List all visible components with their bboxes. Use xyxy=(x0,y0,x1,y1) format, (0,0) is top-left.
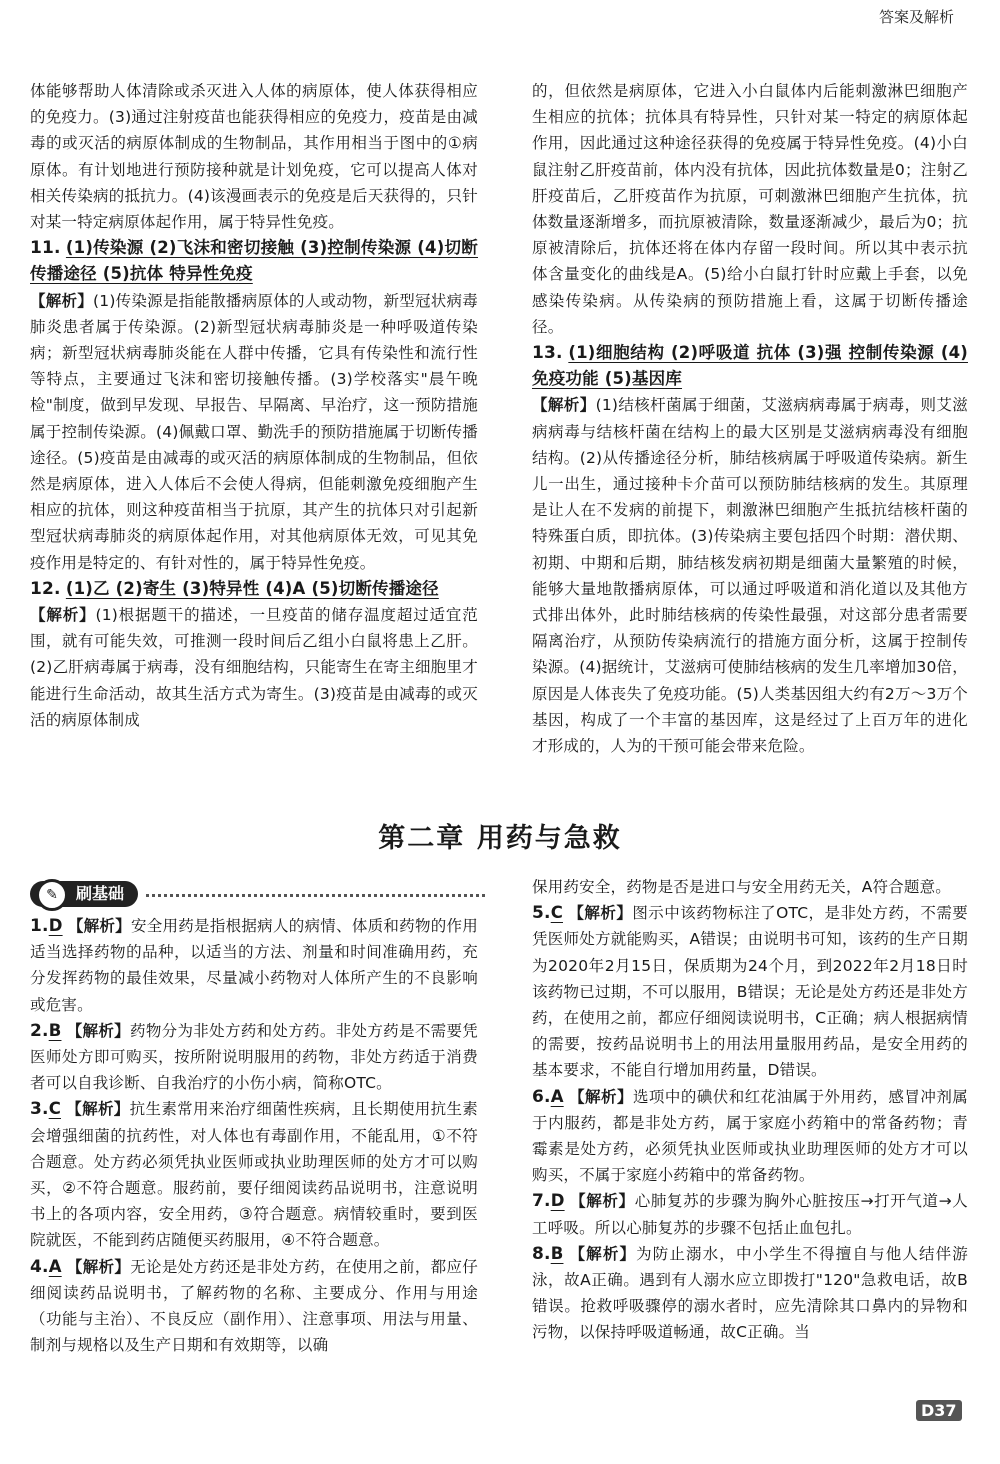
question-5-number: 5. xyxy=(532,903,551,924)
question-8-tag: 【解析】 xyxy=(569,1244,637,1263)
question-11-analysis xyxy=(30,288,478,576)
question-2-tag: 【解析】 xyxy=(66,1021,131,1040)
chapter-title: 第二章 用药与急救 xyxy=(378,823,622,854)
question-8-text: 为防止溺水，中小学生不得擅自与他人结伴游泳，故A正确。遇到有人溺水应立即拨打"120"急救电话，故B错误。抢救呼吸骤停的溺水者时，应先清除其口鼻内的异物和污物，以保持呼吸道畅通，故C正确。当 xyxy=(532,1244,968,1342)
right-column-top xyxy=(532,78,968,759)
question-3-number: 3. xyxy=(30,1099,49,1120)
question-6-number: 6. xyxy=(532,1086,551,1107)
question-12 xyxy=(30,576,478,602)
question-11-answer: (1)传染源 (2)飞沫和密切接触 (3)控制传染源 (4)切断传播途径 (5)抗体 特异性免疫 xyxy=(30,238,478,284)
question-1-text: 安全用药是指根据病人的病情、体质和药物的作用适当选择药物的品种，以适当的方法、剂量和时间准确用药，充分发挥药物的最佳效果，尽量减小药物对人体所产生的不良影响或危害。 xyxy=(30,917,478,1014)
question-11-text: (1)传染源是指能散播病原体的人或动物，新型冠状病毒肺炎患者属于传染源。(2)新型冠状病毒肺炎是一种呼吸道传染病；新型冠状病毒肺炎能在人群中传播，它具有传染性和流行性等特点，主要通过飞沫和密切接触传播。(3)学校落实"晨午晚检"制度，做到早发现、早报告、早隔离、早治疗，这一预防措施属于控制传染源。(4)佩戴口罩、勤洗手的预防措施属于切断传播途径。(5)疫苗是由减毒的或灭活的病原体制成的生物制品，但依然是病原体，进入人体后不会使人得病，但能刺激免疫细胞产生相应的抗体，则这种疫苗相当于抗原，其产生的抗体只对引起新型冠状病毒肺炎的病原体起作用，对其他病原体无效，可见其免疫作用是特定的、有针对性的，属于特异性免疫。 xyxy=(30,291,478,572)
question-13 xyxy=(532,340,968,392)
question-5-answer: C xyxy=(550,903,563,923)
question-13-analysis xyxy=(532,392,968,759)
question-1-answer: D xyxy=(48,916,63,935)
question-4-number: 4. xyxy=(30,1256,49,1277)
left-column-bottom xyxy=(30,913,478,1358)
question-12-tag: 【解析】 xyxy=(30,606,96,625)
question-12-analysis xyxy=(30,602,478,733)
question-2-number: 2. xyxy=(30,1020,49,1041)
question-6-answer: A xyxy=(550,1086,564,1106)
dotted-divider xyxy=(146,894,485,897)
badge-pill xyxy=(30,881,138,907)
question-13-answer: (1)细胞结构 (2)呼吸道 抗体 (3)强 控制传染源 (4)免疫功能 (5)基因库 xyxy=(532,343,968,389)
question-3-answer: C xyxy=(48,1099,61,1119)
question-12-number: 12. xyxy=(30,578,61,599)
question-1-number: 1. xyxy=(30,916,49,936)
left-top-intro: 体能够帮助人体清除或杀灭进入人体的病原体，使人体获得相应的免疫力。(3)通过注射疫苗也能获得相应的免疫力，疫苗是由减毒的或灭活的病原体制成的生物制品，其作用相当于图中的①病原体。有计划地进行预防接种就是计划免疫，它可以提高人体对相关传染病的抵抗力。(4)该漫画表示的免疫是后天获得的，只针对某一特定病原体起作用，属于特异性免疫。 xyxy=(30,82,478,232)
question-11-number: 11. xyxy=(30,238,61,259)
question-3-tag: 【解析】 xyxy=(66,1100,130,1119)
question-12-text: (1)根据题干的描述，一旦疫苗的储存温度超过适宜范围，就有可能失效，可推测一段时间后乙组小白鼠将患上乙肝。(2)乙肝病毒属于病毒，没有细胞结构，只能寄生在寄主细胞里才能进行生命活动，故其生活方式为寄生。(3)疫苗是由减毒的或灭活的病原体制成 xyxy=(30,606,478,729)
question-3-text: 抗生素常用来治疗细菌性疾病，且长期使用抗生素会增强细菌的抗药性，对人体也有毒副作用，不能乱用，①不符合题意。处方药必须凭执业医师或执业助理医师的处方才可以购买，②不符合题意。服药前，要仔细阅读药品说明书，注意说明书上的各项内容，安全用药，③符合题意。病情较重时，要到医院就医，不能到药店随便买药服用，④不符合题意。 xyxy=(30,1100,478,1250)
right-column-bottom xyxy=(532,874,968,1346)
question-4-answer: A xyxy=(48,1256,62,1276)
question-7-answer: D xyxy=(550,1191,565,1211)
question-4-text: 无论是处方药还是非处方药，在使用之前，都应仔细阅读药品说明书，了解药物的名称、主要成分、作用与用途（功能与主治）、不良反应（副作用）、注意事项、用法与用量、制剂与规格以及生产日期和有效期等，以确 xyxy=(30,1257,478,1355)
question-2 xyxy=(30,1018,478,1097)
right-bottom-continuation: 保用药安全，药物是否是进口与安全用药无关，A符合题意。 xyxy=(532,878,952,896)
question-2-text: 药物分为非处方药和处方药。非处方药是不需要凭医师处方即可购买，按所附说明服用的药物，非处方药适于消费者可以自我诊断、自我治疗的小伤小病，简称OTC。 xyxy=(30,1021,478,1093)
question-5 xyxy=(532,900,968,1083)
question-6-tag: 【解析】 xyxy=(569,1087,633,1106)
question-8 xyxy=(532,1241,968,1346)
pencil-icon: ✎ xyxy=(36,879,68,911)
question-13-text: (1)结核杆菌属于细菌，艾滋病病毒属于病毒，则艾滋病病毒与结核杆菌在结构上的最大区别是艾滋病病毒没有细胞结构。(2)从传播途径分析，肺结核病属于呼吸道传染病。新生儿一出生，通过接种卡介苗可以预防肺结核病的发生。其原理是让人在不发病的前提下，刺激淋巴细胞产生抵抗结核杆菌的特殊蛋白质，即抗体。(3)传染病主要包括四个时期：潜伏期、初期、中期和后期，肺结核发病初期是细菌大量繁殖的时候，能够大量地散播病原体，可以通过呼吸道和消化道以及其他方式排出体外，此时肺结核病的传染性最强，对这部分患者需要隔离治疗，从预防传染病流行的措施方面分析，这属于控制传染源。(4)据统计，艾滋病可使肺结核病的发生几率增加30倍，原因是人体丧失了免疫功能。(5)人类基因组大约有2万～3万个基因，构成了一个丰富的基因库，这是经过了上百万年的进化才形成的，人为的干预可能会带来危险。 xyxy=(532,396,968,756)
question-13-number: 13. xyxy=(532,343,563,364)
page-number: D37 xyxy=(916,1400,962,1421)
question-1-tag: 【解析】 xyxy=(67,917,131,935)
question-8-answer: B xyxy=(550,1243,564,1263)
question-7-text: 心肺复苏的步骤为胸外心脏按压→打开气道→人工呼吸。所以心肺复苏的步骤不包括止血包扎。 xyxy=(532,1192,968,1237)
question-13-tag: 【解析】 xyxy=(532,396,596,415)
question-7 xyxy=(532,1188,968,1240)
question-7-number: 7. xyxy=(532,1191,551,1212)
question-5-text: 图示中该药物标注了OTC，是非处方药，不需要凭医师处方就能购买，A错误；由说明书可知，该药的生产日期为2020年2月15日，保质期为24个月，到2022年2月18日时该药物已过期，不可以服用，B错误；无论是处方药还是非处方药，在使用之前，都应仔细阅读说明书，C正确；病人根据病情的需要，按药品说明书上的用法用量服用药品，是安全用药的基本要求，不能自行增加用药量，D错误。 xyxy=(532,904,968,1080)
question-6-text: 选项中的碘伏和红花油属于外用药，感冒冲剂属于内服药，都是非处方药，属于家庭小药箱中的常备药物；青霉素是处方药，必须凭执业医师或执业助理医师的处方才可以购买，不属于家庭小药箱中的常备药物。 xyxy=(532,1087,968,1185)
question-11 xyxy=(30,235,478,287)
badge-label: 刷基础 xyxy=(76,884,125,903)
left-column-top xyxy=(30,78,478,733)
question-1 xyxy=(30,913,478,1018)
question-7-tag: 【解析】 xyxy=(570,1192,635,1211)
question-11-tag: 【解析】 xyxy=(30,291,94,310)
header-label: 答案及解析 xyxy=(878,8,954,26)
right-top-continuation: 的，但依然是病原体，它进入小白鼠体内后能刺激淋巴细胞产生相应的抗体；抗体具有特异性，只针对某一特定的病原体起作用，因此通过这种途径获得的免疫属于特异性免疫。(4)小白鼠注射乙肝疫苗前，体内没有抗体，因此抗体数量是0；注射乙肝疫苗后，乙肝疫苗作为抗原，可刺激淋巴细胞产生抗体，抗体数量逐渐增多，而抗原被清除，数量逐渐减少，最后为0；抗原被清除后，抗体还将在体内存留一段时间。所以其中表示抗体含量变化的曲线是A。(5)给小白鼠打针时应戴上手套，以免感染传染病。从传染病的预防措施上看，这属于切断传播途径。 xyxy=(532,82,968,336)
question-8-number: 8. xyxy=(532,1243,551,1264)
question-4-tag: 【解析】 xyxy=(66,1257,131,1276)
question-12-answer: (1)乙 (2)寄生 (3)特异性 (4)A (5)切断传播途径 xyxy=(65,578,439,598)
question-2-answer: B xyxy=(48,1020,62,1040)
section-badge xyxy=(30,879,485,909)
question-5-tag: 【解析】 xyxy=(568,904,633,923)
question-4 xyxy=(30,1254,478,1359)
question-3 xyxy=(30,1096,478,1253)
question-6 xyxy=(532,1084,968,1189)
